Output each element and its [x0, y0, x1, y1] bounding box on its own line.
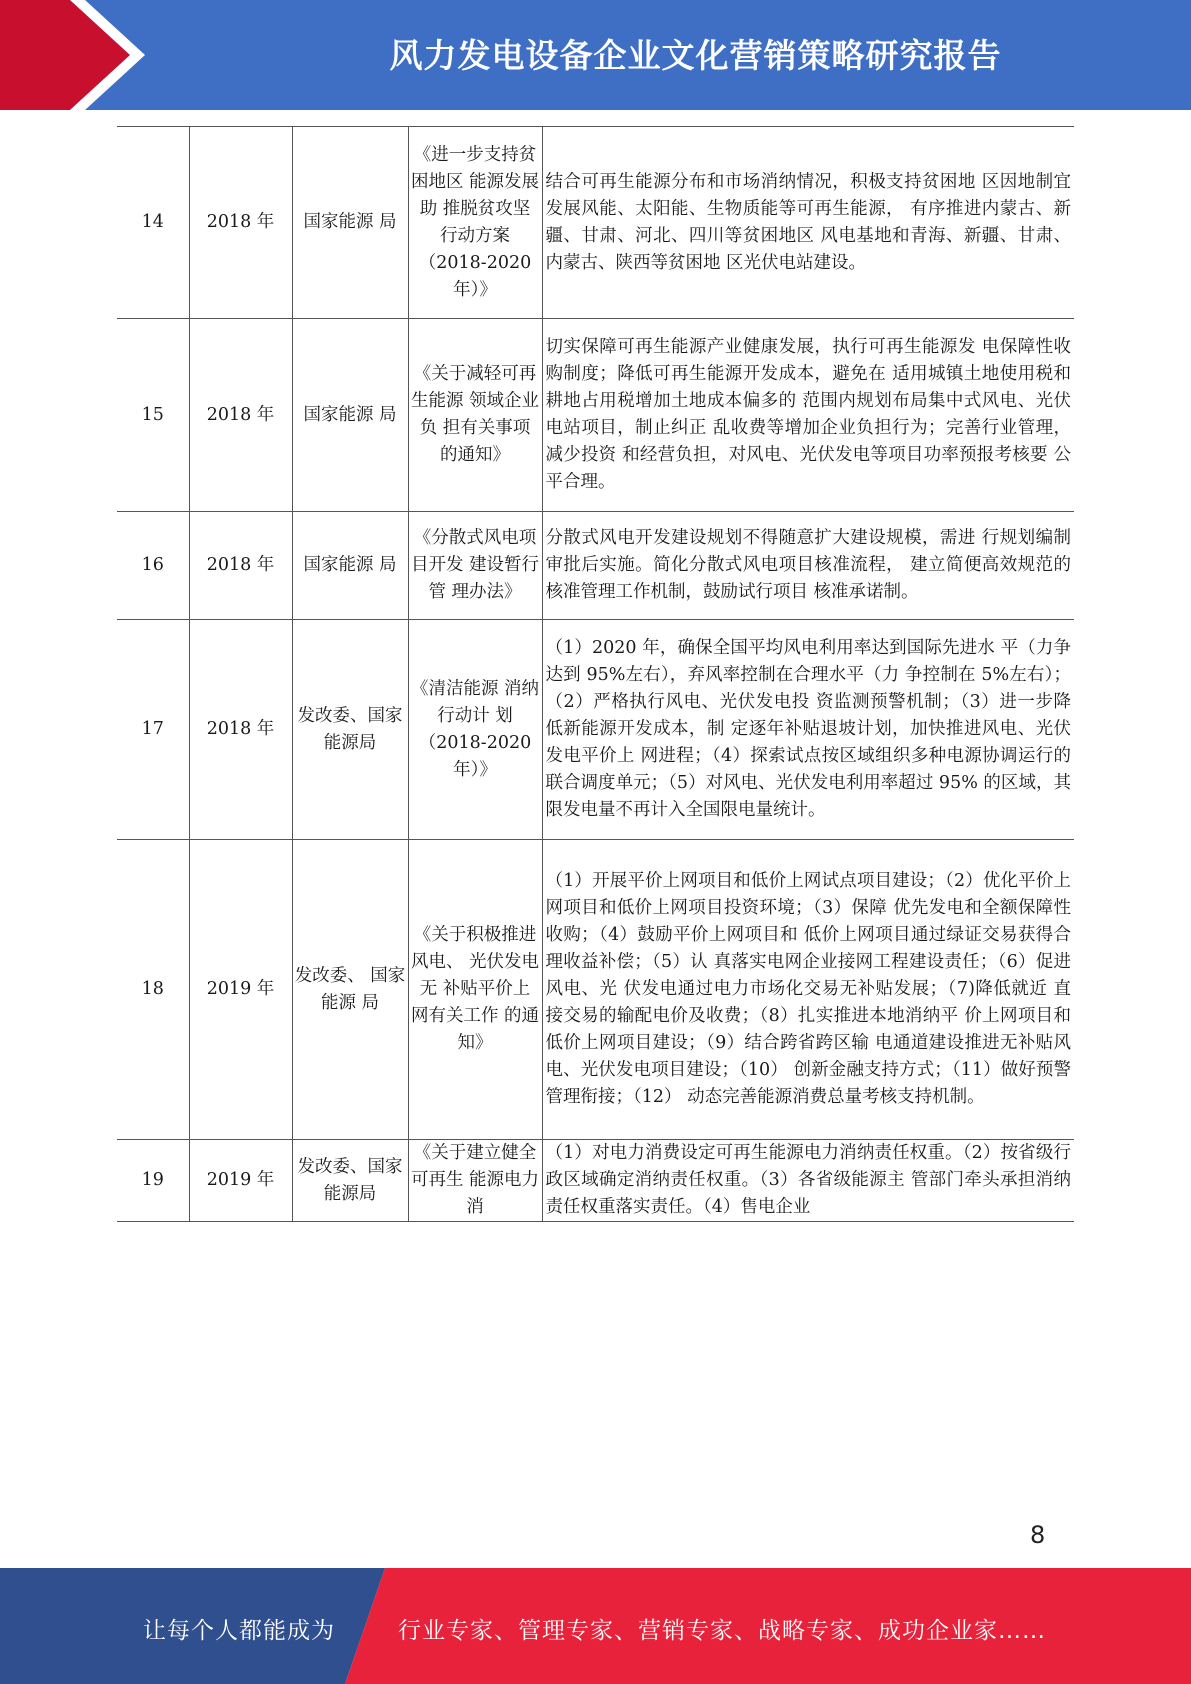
row-year: 2018 年	[189, 512, 292, 620]
header-arrow-decoration	[0, 0, 150, 110]
row-document: 《清洁能源 消纳行动计 划（2018-2020 年）》	[408, 620, 542, 840]
row-document: 《分散式风电项目开发 建设暂行管 理办法》	[408, 512, 542, 620]
row-content: 切实保障可再生能源产业健康发展，执行可再生能源发 电保障性收购制度；降低可再生能源开发成本，避免在 适用城镇土地使用税和耕地占用税增加土地成本偏多的 范围内规划布局集中式风电、光伏电站项目，制止纠正 乱收费等增加企业负担行为；完善行业管理，减少投资 和经营负担，对风电、光伏发电等项目功率预报考核要 公平合理。	[542, 319, 1074, 512]
table-row	[117, 1140, 1074, 1222]
row-year: 2018 年	[189, 319, 292, 512]
row-document: 《关于减轻可再生能源 领域企业负 担有关事项 的通知》	[408, 319, 542, 512]
row-content: 结合可再生能源分布和市场消纳情况，积极支持贫困地 区因地制宜发展风能、太阳能、生物质能等可再生能源， 有序推进内蒙古、新疆、甘肃、河北、四川等贫困地区 风电基地和青海、新疆、甘肃、内蒙古、陕西等贫困地 区光伏电站建设。	[542, 127, 1074, 319]
row-number: 19	[117, 1140, 189, 1222]
policy-table	[117, 126, 1074, 1222]
row-department: 国家能源 局	[292, 512, 408, 620]
row-document: 《关于建立健全可再生 能源电力消	[408, 1140, 542, 1222]
page-header	[0, 0, 1191, 110]
row-content: （1）2020 年，确保全国平均风电利用率达到国际先进水 平（力争达到 95%左右），弃风率控制在合理水平（力 争控制在 5%左右）；（2）严格执行风电、光伏发电投 资监测预警机制；（3）进一步降低新能源开发成本，制 定逐年补贴退坡计划，加快推进风电、光伏发电平价上 网进程；（4）探索试点按区域组织多种电源协调运行的 联合调度单元；（5）对风电、光伏发电利用率超过 95% 的区域，其限发电量不再计入全国限电量统计。	[542, 620, 1074, 840]
page-number: 8	[1030, 1521, 1046, 1549]
row-number: 17	[117, 620, 189, 840]
row-content: （1）开展平价上网项目和低价上网试点项目建设；（2）优化平价上网项目和低价上网项目投资环境；（3）保障 优先发电和全额保障性收购；（4）鼓励平价上网项目和 低价上网项目通过绿证交易获得合理收益补偿；（5）认 真落实电网企业接网工程建设责任；（6）促进风电、光 伏发电通过电力市场化交易无补贴发展；（7)降低就近 直接交易的输配电价及收费；（8）扎实推进本地消纳平 价上网项目和低价上网项目建设；（9）结合跨省跨区输 电通道建设推进无补贴风电、光伏发电项目建设；（10） 创新金融支持方式；（11）做好预警管理衔接；（12） 动态完善能源消费总量考核支持机制。	[542, 840, 1074, 1140]
row-number: 14	[117, 127, 189, 319]
row-department: 发改委、国家能源局	[292, 1140, 408, 1222]
row-year: 2019 年	[189, 1140, 292, 1222]
row-document: 《关于积极推进风电、 光伏发电无 补贴平价上 网有关工作 的通知》	[408, 840, 542, 1140]
row-department: 发改委、 国家能源 局	[292, 840, 408, 1140]
row-year: 2018 年	[189, 620, 292, 840]
row-content: （1）对电力消费设定可再生能源电力消纳责任权重。（2）按省级行政区域确定消纳责任权重。（3）各省级能源主 管部门牵头承担消纳责任权重落实责任。（4）售电企业	[542, 1140, 1074, 1222]
row-document: 《进一步支持贫困地区 能源发展助 推脱贫攻坚 行动方案（2018-2020 年）》	[408, 127, 542, 319]
table-row	[117, 319, 1074, 512]
footer-slogan-left: 让每个人都能成为	[143, 1618, 335, 1644]
table-row	[117, 512, 1074, 620]
row-department: 国家能源 局	[292, 127, 408, 319]
table-row	[117, 840, 1074, 1140]
row-number: 16	[117, 512, 189, 620]
row-year: 2018 年	[189, 127, 292, 319]
table-row	[117, 127, 1074, 319]
row-department: 发改委、国家能源局	[292, 620, 408, 840]
row-number: 18	[117, 840, 189, 1140]
table-row	[117, 620, 1074, 840]
row-content: 分散式风电开发建设规划不得随意扩大建设规模，需进 行规划编制审批后实施。简化分散式风电项目核准流程， 建立简便高效规范的核准管理工作机制，鼓励试行项目 核准承诺制。	[542, 512, 1074, 620]
report-title: 风力发电设备企业文化营销策略研究报告	[389, 36, 1002, 75]
row-year: 2019 年	[189, 840, 292, 1140]
footer-slogan-right: 行业专家、管理专家、营销专家、战略专家、成功企业家……	[398, 1618, 1046, 1644]
row-number: 15	[117, 319, 189, 512]
row-department: 国家能源 局	[292, 319, 408, 512]
page-footer	[0, 1568, 1191, 1684]
